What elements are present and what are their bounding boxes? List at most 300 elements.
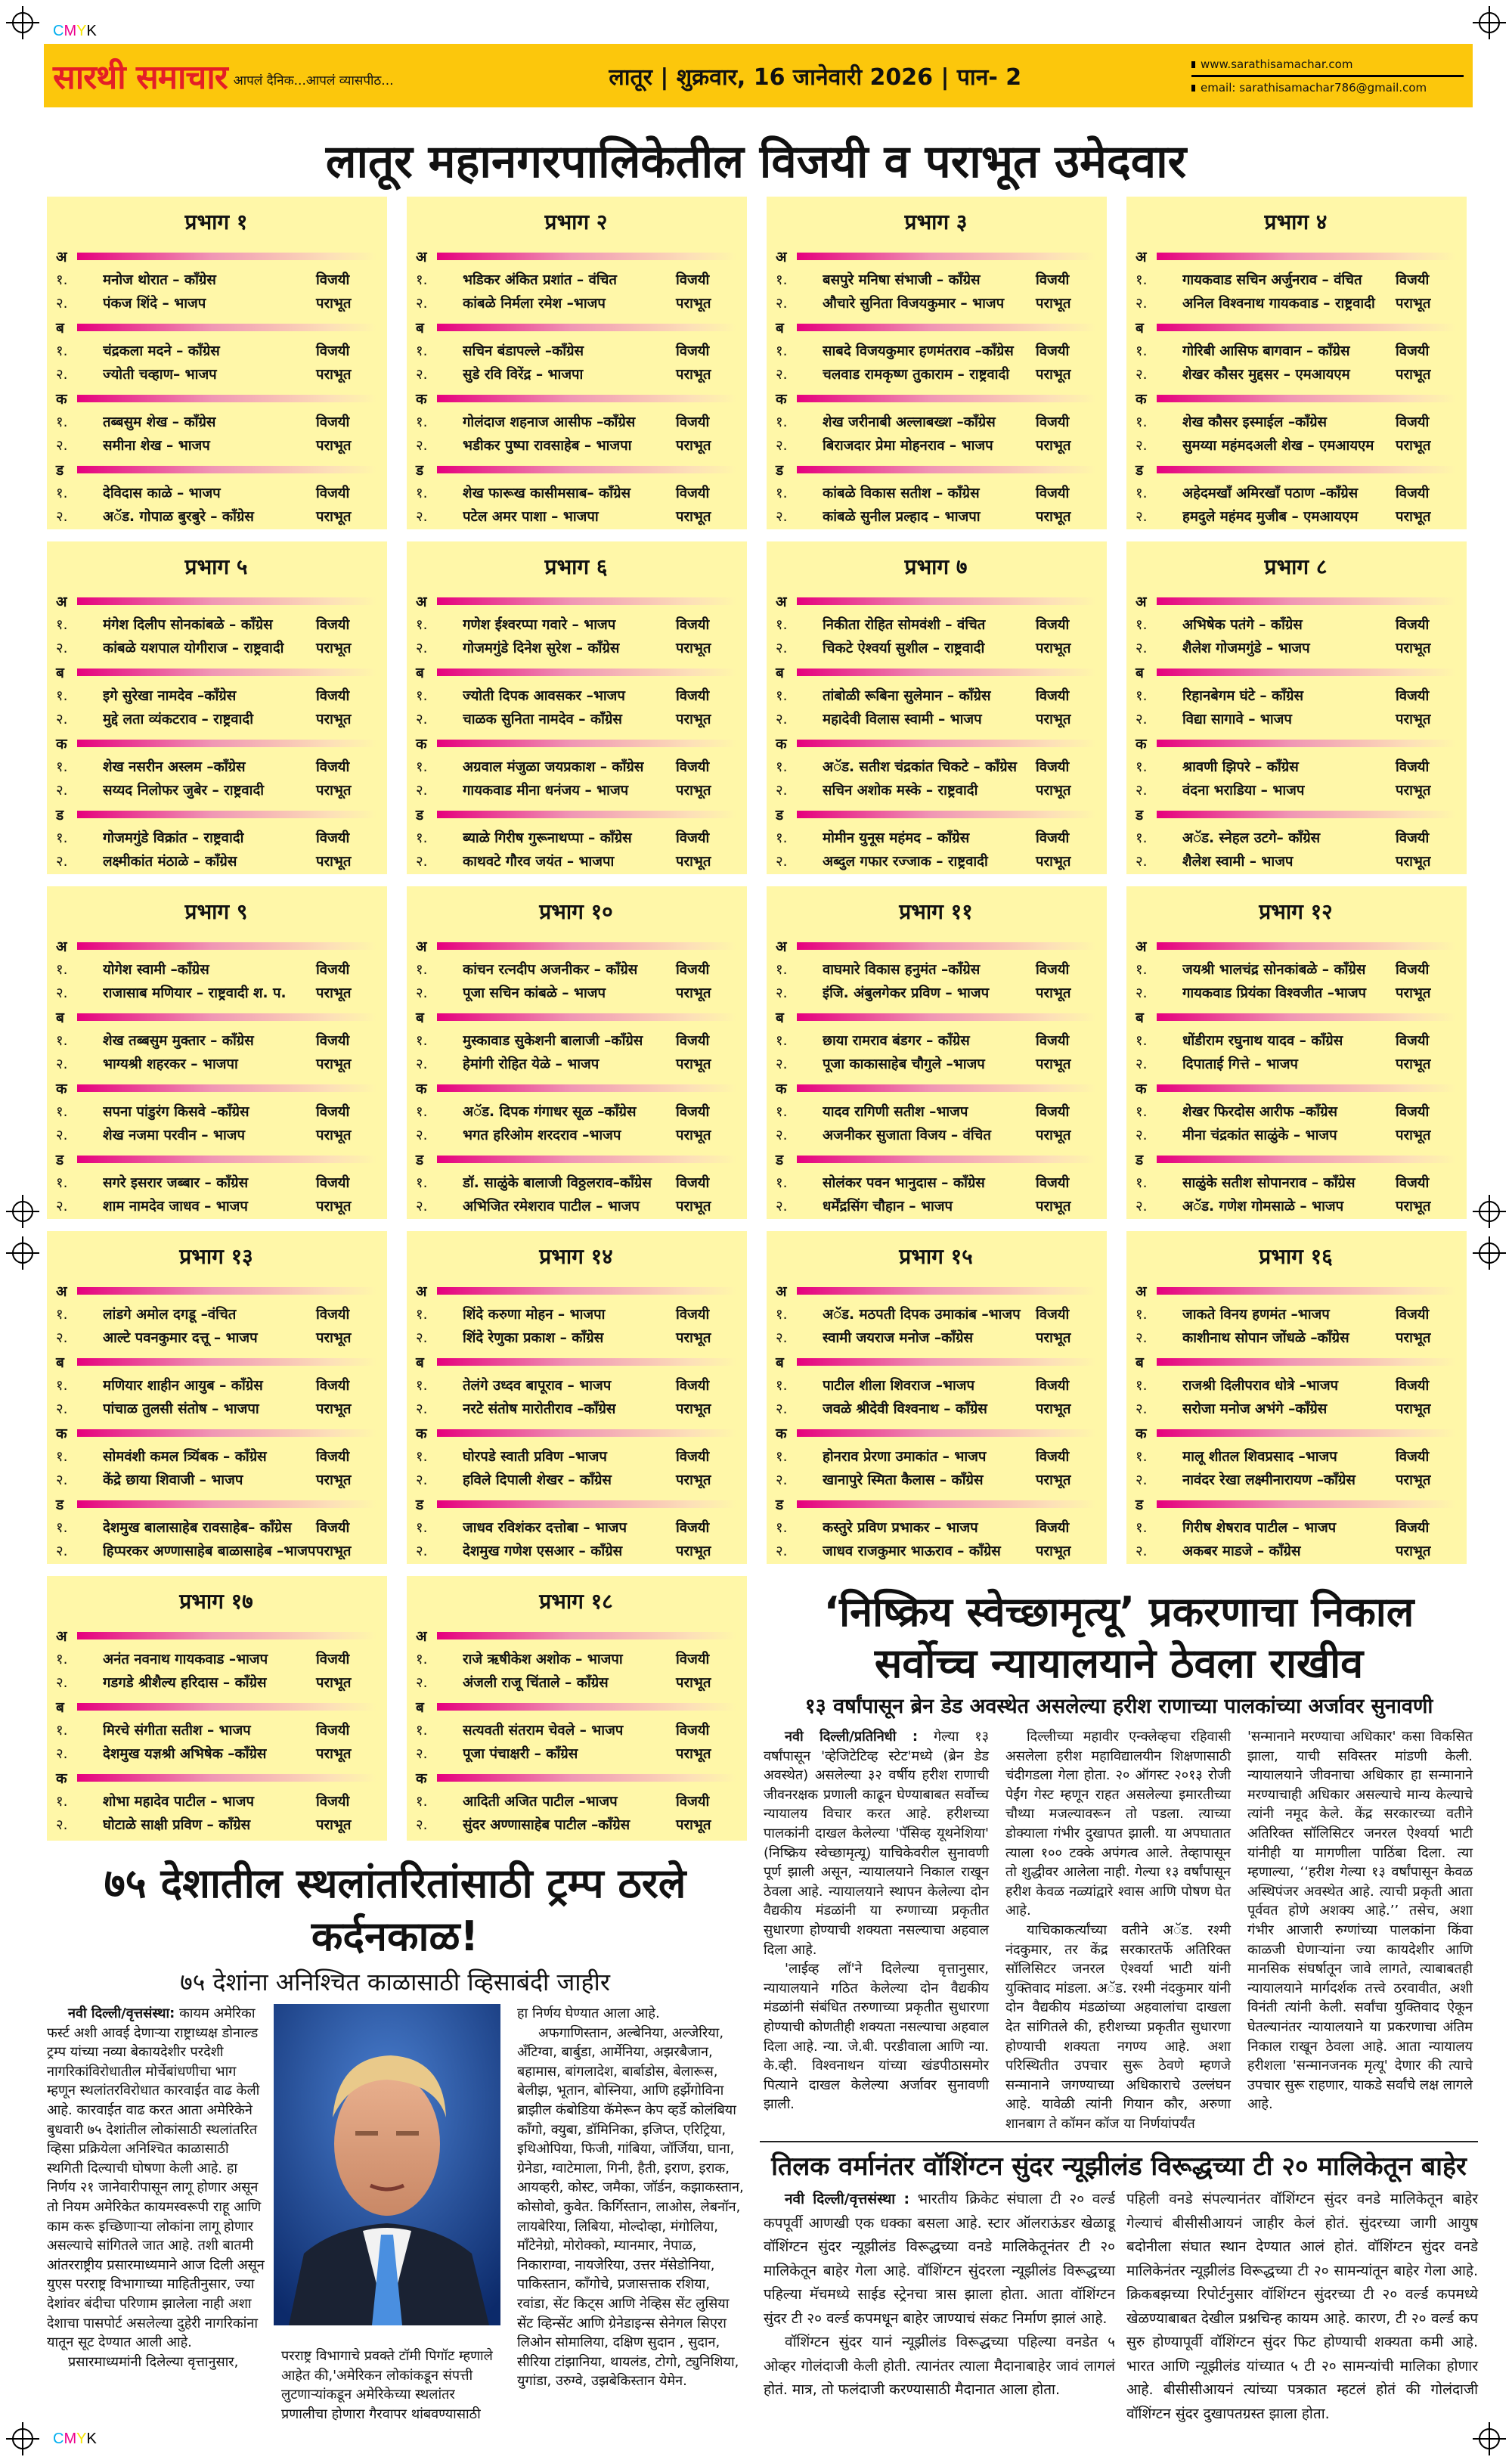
candidate-row: [1136, 268, 1456, 291]
candidate-name-party: नावंदर रेखा लक्ष्मीनारायण –काँग्रेस: [1182, 1472, 1356, 1488]
divider-bar: [797, 740, 1096, 747]
candidate-number: २.: [1136, 1199, 1148, 1214]
candidate-name-party: ज्योती दिपक आवसकर –भाजप: [463, 688, 625, 704]
candidate-row: [1136, 410, 1456, 433]
result-status: विजयी: [1396, 1307, 1430, 1323]
candidate-name-party: घोरपडे स्वाती प्रविण –भाजप: [463, 1449, 607, 1465]
seat-letter: ड: [56, 1497, 64, 1513]
candidate-row: [416, 1100, 736, 1123]
candidate-row: [416, 1171, 736, 1194]
seat-group-header: [56, 1767, 376, 1789]
candidate-row: [1136, 1373, 1456, 1397]
result-status: विजयी: [1036, 1307, 1070, 1323]
candidate-name-party: गोजमगुंडे विक्रांत – राष्ट्रवादी: [103, 830, 244, 846]
candidate-number: २.: [56, 1543, 68, 1559]
seat-group-header: [1136, 387, 1456, 410]
seat-letter: अ: [416, 594, 427, 610]
candidate-name-party: शैलेश स्वामी – भाजप: [1182, 854, 1294, 870]
registration-mark-icon: [6, 2422, 39, 2455]
ward-title: प्रभाग ६: [544, 554, 608, 579]
result-status: विजयी: [316, 485, 350, 501]
candidate-number: २.: [56, 854, 68, 870]
candidate-row: [1136, 684, 1456, 707]
divider-bar: [1157, 253, 1456, 260]
result-status: विजयी: [1396, 1449, 1430, 1465]
candidate-row: [416, 362, 736, 386]
email-link[interactable]: email: sarathisamachar786@gmail.com: [1191, 79, 1464, 97]
divider-bar: [797, 1013, 1096, 1021]
result-status: पराभूत: [676, 1401, 711, 1417]
seat-letter: ब: [56, 1699, 64, 1716]
candidate-name-party: अग्रवाल मंजुळा जयप्रकाश – काँग्रेस: [463, 759, 644, 775]
result-status: विजयी: [676, 830, 710, 846]
seat-group-header: [56, 1280, 376, 1302]
result-status: विजयी: [316, 1652, 350, 1667]
candidate-number: १.: [776, 688, 788, 704]
divider-bar: [797, 1429, 1096, 1437]
candidate-name-party: सोमवंशी कमल त्र्यिंबक – काँग्रेस: [103, 1449, 267, 1465]
court-article-headline: [756, 1587, 1482, 1689]
paragraph: वॉशिंग्टन सुंदर यानं न्यूझीलंड विरूद्धच्या पहिल्या वनडेत ५ ओव्हर गोलंदाजी केली होती. त्यानंतर त्याला मैदानाबाहेर जावं लागलं होतं. मात्र, तो फलंदाजी करण्यासाठी मैदानात आला होता.: [764, 2334, 1115, 2399]
candidate-name-party: अॅड. गोपाळ बुरबुरे – काँग्रेस: [103, 509, 254, 525]
seat-letter: ब: [1136, 1010, 1144, 1026]
seat-group: [56, 661, 376, 731]
divider-bar: [77, 395, 376, 402]
candidate-number: २.: [776, 1199, 788, 1214]
candidate-row: [776, 1539, 1096, 1562]
divider-bar: [77, 669, 376, 676]
divider-bar: [797, 1358, 1096, 1366]
seat-letter: ड: [776, 807, 784, 824]
candidate-name-party: छाया रामराव बंडगर – काँग्रेस: [823, 1033, 970, 1049]
seat-group: [776, 458, 1096, 528]
seat-letter: क: [416, 1425, 427, 1442]
seat-group-header: [56, 1148, 376, 1171]
newspaper-logo: सारथी समाचार: [53, 58, 228, 97]
candidate-name-party: शाम नामदेव जाधव – भाजप: [103, 1199, 248, 1214]
candidate-name-party: शिंदे करुणा मोहन – भाजपा: [463, 1307, 606, 1323]
divider-bar: [797, 1287, 1096, 1295]
result-status: पराभूत: [676, 1817, 711, 1833]
candidate-number: २.: [776, 1472, 788, 1488]
seat-letter: अ: [416, 1283, 427, 1300]
seat-group: [416, 1077, 736, 1146]
divider-bar: [437, 669, 736, 676]
candidate-number: १.: [416, 1449, 428, 1465]
seat-group: [1136, 1148, 1456, 1218]
candidate-name-party: भडीकर पुष्पा रावसाहेब – भाजपा: [463, 438, 632, 454]
candidate-number: १.: [416, 1652, 428, 1667]
divider-bar: [1157, 324, 1456, 331]
result-status: विजयी: [1396, 1104, 1430, 1120]
candidate-row: [776, 778, 1096, 802]
result-status: पराभूत: [316, 854, 352, 870]
candidate-row: [56, 1194, 376, 1218]
dateline: नवी दिल्ली/प्रतिनिधी :: [785, 1729, 919, 1745]
candidate-number: २.: [56, 1330, 68, 1346]
seat-group: [776, 590, 1096, 659]
result-status: विजयी: [676, 759, 710, 775]
candidate-name-party: तेलंगे उध्दव बापूराव – भाजप: [463, 1378, 612, 1394]
seat-letter: ब: [416, 665, 424, 681]
result-status: विजयी: [676, 272, 710, 288]
candidate-number: २.: [56, 509, 68, 525]
candidate-row: [56, 268, 376, 291]
paragraph: याचिकाकर्त्यांच्या वतीने अॅड. रश्मी नंदकुमार, तर केंद्र सरकारतर्फे अतिरिक्त सॉलिसिटर जनरल ऐश्वर्या भाटी यांनी युक्तिवाद मांडला. अॅड. रश्मी नंदकुमार यांनी दोन वैद्यकीय मंडळांच्या अहवालांचा दाखला देत सांगितले की, हरीशच्या प्रकृतीत सुधारणा होण्याची शक्यता नगण्य आहे. अशा परिस्थितीत उपचार सुरू ठेवणे म्हणजे सन्मानाने जगण्याच्या अधिकाराचे उल्लंघन आहे. यावेळी त्यांनी गियान कौर, अरुणा शानबाग ते कॉमन कॉज या निर्णयांपर्यंत: [1005, 1922, 1231, 2132]
seat-group: [416, 458, 736, 528]
candidate-name-party: देशमुख बालासाहेब रावसाहेब– काँग्रेस: [103, 1520, 292, 1536]
divider-bar: [797, 942, 1096, 950]
candidate-number: २.: [776, 1330, 788, 1346]
candidate-number: १.: [776, 343, 788, 359]
candidate-name-party: सपना पांडुरंग किसवे –काँग्रेस: [103, 1104, 249, 1120]
candidate-number: २.: [416, 1817, 428, 1833]
seat-group-header: [776, 590, 1096, 613]
ward-title: प्रभाग १५: [899, 1244, 973, 1269]
candidate-name-party: निकीता रोहित सोमवंशी – वंचित: [823, 617, 986, 633]
result-status: विजयी: [1396, 688, 1430, 704]
result-status: पराभूत: [316, 509, 352, 525]
seat-letter: अ: [1136, 594, 1147, 610]
candidate-name-party: गोलंदाज शहनाज आसीफ –काँग्रेस: [463, 414, 636, 430]
result-status: विजयी: [1036, 1104, 1070, 1120]
result-status: विजयी: [1396, 272, 1430, 288]
candidate-name-party: सगरे इसरार जब्बार – काँग्रेस: [103, 1175, 249, 1191]
ward-box: [1126, 197, 1467, 529]
candidate-number: २.: [56, 438, 68, 454]
candidate-number: १.: [416, 1033, 428, 1049]
divider-bar: [437, 1287, 736, 1295]
paragraph: प्रसारमाध्यमांनी दिलेल्या वृत्तानुसार,: [68, 2353, 239, 2370]
candidate-name-party: भगत हरिओम शरदराव –भाजप: [463, 1128, 621, 1143]
result-status: विजयी: [316, 1378, 350, 1394]
seat-group: [416, 1422, 736, 1491]
seat-group-header: [416, 316, 736, 339]
candidate-number: १.: [416, 688, 428, 704]
result-status: पराभूत: [1396, 641, 1431, 656]
candidate-number: २.: [1136, 1543, 1148, 1559]
seat-group: [1136, 1351, 1456, 1420]
seat-group: [56, 935, 376, 1004]
candidate-row: [56, 410, 376, 433]
ward-box: [767, 541, 1107, 874]
seat-group: [56, 590, 376, 659]
candidate-name-party: अभिषेक पतंगे – काँग्रेस: [1182, 617, 1303, 633]
result-status: पराभूत: [316, 1543, 352, 1559]
divider-bar: [77, 1084, 376, 1092]
candidate-row: [56, 339, 376, 362]
result-status: पराभूत: [676, 1128, 711, 1143]
candidate-row: [56, 1397, 376, 1420]
seat-group: [416, 1006, 736, 1075]
candidate-name-party: सय्यद निलोफर जुबेर – राष्ट्रवादी: [103, 783, 265, 799]
candidate-row: [776, 362, 1096, 386]
candidate-number: १.: [56, 962, 68, 978]
candidate-name-party: साळुंके सतीश सोपानराव – काँग्रेस: [1182, 1175, 1356, 1191]
result-status: पराभूत: [1396, 1056, 1431, 1072]
candidate-row: [416, 849, 736, 873]
candidate-name-party: कांबळे विकास सतीश – काँग्रेस: [823, 485, 980, 501]
candidate-number: २.: [56, 783, 68, 799]
candidate-row: [56, 778, 376, 802]
seat-group-header: [56, 590, 376, 613]
candidate-number: १.: [416, 1520, 428, 1536]
result-status: विजयी: [1396, 485, 1430, 501]
divider-bar: [77, 1500, 376, 1508]
seat-group: [776, 1006, 1096, 1075]
seat-letter: ड: [416, 1497, 424, 1513]
seat-group-header: [776, 245, 1096, 268]
seat-letter: ब: [416, 1010, 424, 1026]
result-status: विजयी: [676, 1175, 710, 1191]
candidate-name-party: गोरिबी आसिफ बागवान – काँग्रेस: [1182, 343, 1350, 359]
court-article-column: [1005, 1727, 1231, 2133]
candidate-row: [776, 849, 1096, 873]
candidate-number: २.: [56, 641, 68, 656]
masthead: [44, 44, 1473, 107]
candidate-name-party: गडगडे श्रीशैल्य हरिदास – काँग्रेस: [103, 1675, 267, 1691]
seat-group-header: [56, 935, 376, 957]
seat-letter: ब: [776, 320, 784, 337]
candidate-row: [1136, 1468, 1456, 1491]
result-status: विजयी: [1396, 1033, 1430, 1049]
candidate-number: २.: [56, 1817, 68, 1833]
seat-letter: ड: [56, 807, 64, 824]
candidate-name-party: गायकवाड मीना धनंजय – भाजप: [463, 783, 629, 799]
registration-mark-icon: [6, 1195, 39, 1228]
candidate-row: [1136, 1100, 1456, 1123]
seat-letter: अ: [1136, 938, 1147, 955]
seat-group-header: [776, 661, 1096, 684]
candidate-number: २.: [56, 296, 68, 312]
seat-group: [416, 316, 736, 386]
candidate-row: [56, 849, 376, 873]
result-status: विजयी: [1036, 485, 1070, 501]
result-status: पराभूत: [1396, 1199, 1431, 1214]
result-status: विजयी: [1036, 962, 1070, 978]
candidate-row: [56, 1671, 376, 1694]
candidate-number: २.: [416, 1401, 428, 1417]
candidate-number: २.: [416, 1330, 428, 1346]
candidate-row: [416, 1539, 736, 1562]
candidate-row: [1136, 433, 1456, 457]
candidate-name-party: बिराजदार प्रेमा मोहनराव – भाजप: [823, 438, 993, 454]
candidate-name-party: सोलंकर पवन भानुदास – काँग्रेस: [823, 1175, 985, 1191]
seat-group: [56, 1695, 376, 1765]
candidate-number: २.: [416, 1746, 428, 1762]
result-status: विजयी: [1396, 830, 1430, 846]
website-link[interactable]: www.sarathisamachar.com: [1191, 55, 1464, 73]
seat-group-header: [56, 1493, 376, 1515]
result-status: पराभूत: [1036, 1401, 1071, 1417]
seat-group: [56, 1148, 376, 1218]
candidate-name-party: श्रावणी झिपरे – काँग्रेस: [1182, 759, 1299, 775]
candidate-row: [56, 1326, 376, 1349]
seat-group-header: [776, 1493, 1096, 1515]
result-status: पराभूत: [676, 1543, 711, 1559]
ward-box: [767, 197, 1107, 529]
candidate-number: १.: [776, 962, 788, 978]
result-status: पराभूत: [316, 1199, 352, 1214]
paragraph: हा निर्णय घेण्यात आला आहे.: [517, 2006, 660, 2021]
candidate-number: १.: [1136, 830, 1148, 846]
candidate-number: १.: [416, 485, 428, 501]
headline-line: ‘निष्क्रिय स्वेच्छामृत्यू’ प्रकरणाचा निकाल: [823, 1588, 1414, 1636]
candidate-row: [56, 1539, 376, 1562]
seat-group: [56, 1351, 376, 1420]
seat-group: [416, 1493, 736, 1562]
result-status: पराभूत: [1396, 1401, 1431, 1417]
divider-bar: [437, 324, 736, 331]
candidate-row: [56, 1742, 376, 1765]
candidate-row: [776, 613, 1096, 636]
result-status: विजयी: [1396, 1175, 1430, 1191]
seat-group: [56, 1767, 376, 1836]
ward-box: [47, 1576, 387, 1841]
candidate-number: १.: [416, 1307, 428, 1323]
candidate-number: १.: [56, 617, 68, 633]
seat-letter: ड: [776, 1497, 784, 1513]
candidate-row: [56, 707, 376, 731]
candidate-row: [416, 1444, 736, 1468]
candidate-row: [416, 981, 736, 1004]
seat-letter: ड: [416, 1152, 424, 1168]
result-status: पराभूत: [316, 296, 352, 312]
candidate-name-party: अनंत नवनाथ गायकवाड –भाजप: [103, 1652, 268, 1667]
divider-bar: [797, 811, 1096, 818]
candidate-row: [416, 1052, 736, 1075]
candidate-row: [416, 1194, 736, 1218]
result-status: विजयी: [1036, 272, 1070, 288]
ward-title: प्रभाग ३: [904, 209, 968, 234]
candidate-row: [776, 1171, 1096, 1194]
divider-bar: [1157, 669, 1456, 676]
seat-group-header: [416, 1695, 736, 1718]
candidate-number: १.: [56, 1723, 68, 1739]
result-status: विजयी: [316, 688, 350, 704]
result-status: पराभूत: [1396, 367, 1431, 383]
seat-group-header: [416, 1493, 736, 1515]
candidate-name-party: कस्तुरे प्रविण प्रभाकर – भाजप: [823, 1520, 978, 1536]
ward-title: प्रभाग १४: [539, 1244, 613, 1269]
candidate-row: [776, 291, 1096, 315]
ward-box: [47, 541, 387, 874]
seat-letter: क: [56, 736, 67, 752]
seat-group: [416, 590, 736, 659]
seat-group-header: [56, 1624, 376, 1647]
divider-bar: [1157, 1358, 1456, 1366]
candidate-row: [56, 1302, 376, 1326]
candidate-number: १.: [1136, 688, 1148, 704]
candidate-name-party: अॅड. सतीश चंद्रकांत चिकटे – काँग्रेस: [823, 759, 1018, 775]
candidate-row: [776, 1052, 1096, 1075]
seat-group-header: [1136, 1148, 1456, 1171]
candidate-name-party: कांचन रत्नदीप अजनीकर – काँग्रेस: [463, 962, 638, 978]
result-status: विजयी: [676, 1520, 710, 1536]
candidate-number: २.: [56, 1401, 68, 1417]
candidate-name-party: अॅड. मठपती दिपक उमाकांब –भाजप: [823, 1307, 1021, 1323]
candidate-row: [416, 778, 736, 802]
seat-letter: ड: [56, 462, 64, 479]
candidate-name-party: औचारे सुनिता विजयकुमार – भाजप: [823, 296, 1005, 312]
candidate-name-party: जाधव राजकुमार भाऊराव – काँग्रेस: [823, 1543, 1001, 1559]
candidate-number: १.: [56, 759, 68, 775]
ward-title: प्रभाग १०: [539, 899, 613, 924]
candidate-name-party: पूजा पंचाक्षरी – काँग्रेस: [463, 1746, 578, 1762]
divider-bar: [797, 324, 1096, 331]
candidate-row: [56, 826, 376, 849]
seat-letter: अ: [776, 1283, 787, 1300]
result-status: पराभूत: [1036, 1056, 1071, 1072]
seat-letter: ब: [56, 1354, 64, 1371]
candidate-name-party: धोंडीराम रघुनाथ यादव – काँग्रेस: [1182, 1033, 1343, 1049]
result-status: विजयी: [316, 343, 350, 359]
candidate-row: [416, 613, 736, 636]
candidate-name-party: शेख फारूख कासीमसाब– काँग्रेस: [463, 485, 631, 501]
candidate-row: [776, 410, 1096, 433]
seat-letter: ड: [1136, 462, 1144, 479]
divider-bar: [1157, 1429, 1456, 1437]
seat-group-header: [416, 803, 736, 826]
result-status: विजयी: [676, 414, 710, 430]
candidate-number: १.: [1136, 1307, 1148, 1323]
candidate-number: २.: [56, 1056, 68, 1072]
seat-group: [1136, 935, 1456, 1004]
seat-group: [416, 1148, 736, 1218]
candidate-number: १.: [56, 485, 68, 501]
seat-group-header: [56, 1351, 376, 1373]
candidate-name-party: राजे ऋषीकेश अशोक – भाजपा: [463, 1652, 623, 1667]
page-title: लातूर महानगरपालिकेतील विजयी व पराभूत उमेदवार: [325, 135, 1187, 188]
candidate-row: [776, 1468, 1096, 1491]
seat-group-header: [776, 1280, 1096, 1302]
candidate-row: [1136, 755, 1456, 778]
candidate-number: २.: [776, 712, 788, 727]
seat-letter: ड: [1136, 1497, 1144, 1513]
candidate-row: [1136, 1194, 1456, 1218]
result-status: पराभूत: [1396, 296, 1431, 312]
candidate-row: [776, 755, 1096, 778]
candidate-row: [1136, 481, 1456, 504]
candidate-name-party: हेमांगी रोहित येळे – भाजप: [463, 1056, 600, 1072]
seat-group-header: [776, 387, 1096, 410]
candidate-row: [776, 957, 1096, 981]
divider-bar: [77, 811, 376, 818]
candidate-number: २.: [776, 438, 788, 454]
candidate-number: २.: [776, 985, 788, 1001]
candidate-number: २.: [1136, 367, 1148, 383]
result-status: विजयी: [1396, 343, 1430, 359]
candidate-number: १.: [56, 1033, 68, 1049]
seat-group-header: [776, 1422, 1096, 1444]
candidate-name-party: यादव रागिणी सतीश –भाजप: [823, 1104, 968, 1120]
candidate-number: २.: [56, 712, 68, 727]
seat-group: [56, 1077, 376, 1146]
candidate-row: [416, 1647, 736, 1671]
seat-letter: अ: [776, 594, 787, 610]
result-status: विजयी: [1396, 962, 1430, 978]
seat-group: [1136, 1280, 1456, 1349]
seat-group: [776, 245, 1096, 315]
candidate-number: १.: [776, 1449, 788, 1465]
result-status: पराभूत: [1396, 783, 1431, 799]
result-status: विजयी: [316, 962, 350, 978]
candidate-name-party: हविले दिपाली शेखर – काँग्रेस: [463, 1472, 612, 1488]
candidate-number: २.: [56, 1128, 68, 1143]
seat-group-header: [416, 387, 736, 410]
candidate-row: [776, 1515, 1096, 1539]
court-article-subheadline: १३ वर्षांपासून ब्रेन डेड अवस्थेत असलेल्या हरीश राणाच्या पालकांच्या अर्जावर सुनावणी: [804, 1695, 1433, 1718]
